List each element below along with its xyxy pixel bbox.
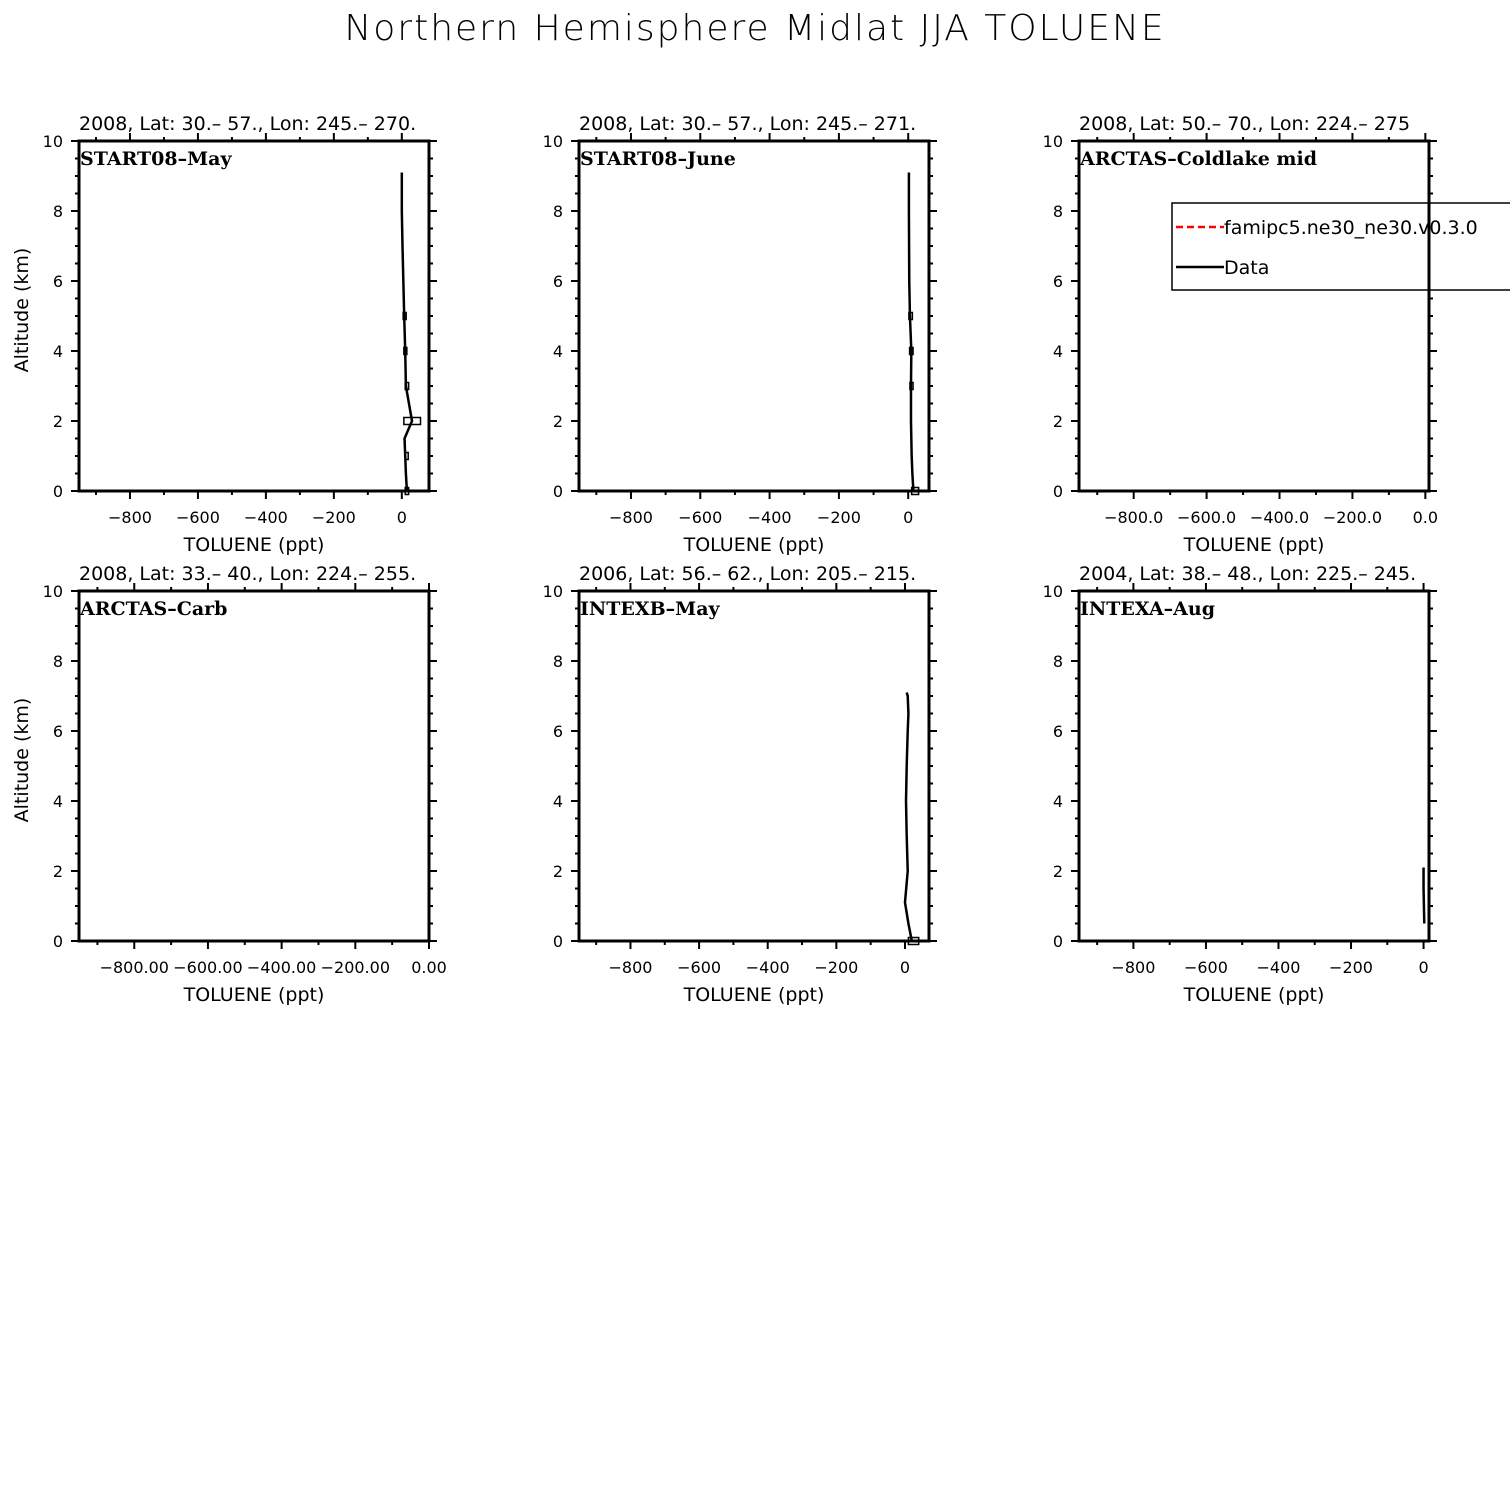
y-tick-label: 4 xyxy=(52,342,63,361)
x-tick-label: −600 xyxy=(175,508,220,527)
panel-6 xyxy=(1043,563,1437,1006)
x-tick-label: 0.0 xyxy=(1412,508,1439,527)
panel-subtitle: 2008, Lat: 30.– 57., Lon: 245.– 271. xyxy=(579,113,917,135)
y-tick-label: 2 xyxy=(1052,412,1063,431)
panel-subtitle: 2008, Lat: 50.– 70., Lon: 224.– 275 xyxy=(1079,113,1411,135)
y-tick-label: 8 xyxy=(52,652,63,671)
x-axis-label: TOLUENE (ppt) xyxy=(183,534,325,556)
x-tick-label: −400 xyxy=(1256,958,1301,977)
y-tick-label: 6 xyxy=(1052,272,1063,291)
panel-subtitle: 2004, Lat: 38.– 48., Lon: 225.– 245. xyxy=(1079,563,1417,585)
y-tick-label: 4 xyxy=(52,792,63,811)
x-tick-label: −600 xyxy=(1183,958,1228,977)
y-tick-label: 2 xyxy=(1052,862,1063,881)
series-line-data xyxy=(905,693,912,942)
panel-subtitle: 2008, Lat: 33.– 40., Lon: 224.– 255. xyxy=(79,563,417,585)
y-tick-label: 10 xyxy=(542,132,563,151)
y-tick-label: 6 xyxy=(1052,722,1063,741)
plot-frame xyxy=(1079,591,1429,941)
x-tick-label: −600 xyxy=(678,508,723,527)
x-tick-label: −200 xyxy=(814,958,859,977)
plot-frame xyxy=(79,591,429,941)
x-tick-label: −200.0 xyxy=(1322,508,1383,527)
y-tick-label: 4 xyxy=(552,342,563,361)
legend-label: Data xyxy=(1224,257,1270,279)
x-tick-label: −800 xyxy=(608,958,653,977)
x-axis-label: TOLUENE (ppt) xyxy=(1183,534,1325,556)
panel-3 xyxy=(1043,113,1438,556)
x-tick-label: −200 xyxy=(1329,958,1373,977)
y-tick-label: 0 xyxy=(52,932,63,951)
y-tick-label: 6 xyxy=(552,272,563,291)
panel-subtitle: 2008, Lat: 30.– 57., Lon: 245.– 270. xyxy=(79,113,417,135)
y-tick-label: 0 xyxy=(1052,932,1063,951)
x-tick-label: −800 xyxy=(609,508,653,527)
y-tick-label: 10 xyxy=(1042,582,1063,601)
x-tick-label: 0 xyxy=(1418,958,1429,977)
y-tick-label: 0 xyxy=(1052,482,1063,501)
y-tick-label: 0 xyxy=(552,482,563,501)
plot-frame xyxy=(579,141,929,491)
x-tick-label: −400 xyxy=(243,508,288,527)
y-tick-label: 6 xyxy=(52,722,63,741)
series-line-data xyxy=(1424,868,1425,924)
y-tick-label: 0 xyxy=(552,932,563,951)
y-axis-label: Altitude (km) xyxy=(11,697,33,823)
y-tick-label: 10 xyxy=(42,582,63,601)
y-tick-label: 6 xyxy=(552,722,563,741)
x-tick-label: −400 xyxy=(745,958,790,977)
x-tick-label: −400 xyxy=(747,508,792,527)
x-tick-label: −800 xyxy=(1111,958,1156,977)
plot-frame xyxy=(1079,141,1429,491)
x-tick-label: 0 xyxy=(903,508,914,527)
y-tick-label: 6 xyxy=(52,272,63,291)
x-tick-label: −200 xyxy=(311,508,356,527)
panel-1 xyxy=(11,113,437,556)
panel-4 xyxy=(11,563,447,1006)
campaign-label: ARCTAS–Carb xyxy=(80,598,228,620)
x-tick-label: −400.00 xyxy=(246,958,317,977)
y-tick-label: 4 xyxy=(1052,792,1063,811)
x-tick-label: −800.0 xyxy=(1104,508,1164,527)
x-tick-label: 0 xyxy=(899,958,911,977)
panel-2 xyxy=(543,113,937,556)
x-tick-label: −600.00 xyxy=(173,958,243,977)
y-tick-label: 8 xyxy=(1052,652,1063,671)
y-tick-label: 4 xyxy=(1052,342,1063,361)
y-tick-label: 10 xyxy=(1042,132,1063,151)
x-tick-label: −400.0 xyxy=(1249,508,1310,527)
y-tick-label: 10 xyxy=(42,132,63,151)
x-axis-label: TOLUENE (ppt) xyxy=(183,984,325,1006)
y-tick-label: 8 xyxy=(552,202,563,221)
x-tick-label: −600 xyxy=(677,958,722,977)
y-tick-label: 10 xyxy=(542,582,563,601)
panel-5 xyxy=(543,563,937,1006)
y-tick-label: 2 xyxy=(552,412,563,431)
campaign-label: INTEXB–May xyxy=(580,598,720,620)
y-tick-label: 8 xyxy=(52,202,63,221)
panel-subtitle: 2006, Lat: 56.– 62., Lon: 205.– 215. xyxy=(579,563,917,585)
y-tick-label: 2 xyxy=(52,862,63,881)
y-tick-label: 0 xyxy=(52,482,63,501)
x-tick-label: 0.00 xyxy=(411,958,447,977)
campaign-label: START08–June xyxy=(580,148,736,170)
x-axis-label: TOLUENE (ppt) xyxy=(683,534,825,556)
y-tick-label: 2 xyxy=(52,412,63,431)
page-title: Northern Hemisphere Midlat JJA TOLUENE xyxy=(344,8,1166,49)
y-tick-label: 8 xyxy=(552,652,563,671)
x-axis-label: TOLUENE (ppt) xyxy=(1183,984,1325,1006)
x-tick-label: −600.0 xyxy=(1176,508,1237,527)
y-axis-label: Altitude (km) xyxy=(11,247,33,373)
x-axis-label: TOLUENE (ppt) xyxy=(683,984,825,1006)
series-line-data xyxy=(402,173,412,492)
y-tick-label: 2 xyxy=(552,862,563,881)
y-tick-label: 8 xyxy=(1052,202,1063,221)
x-tick-label: −200 xyxy=(816,508,861,527)
legend xyxy=(1172,203,1510,290)
legend-label: famipc5.ne30_ne30.v0.3.0 xyxy=(1224,217,1478,239)
campaign-label: START08–May xyxy=(80,148,232,170)
x-tick-label: −800.00 xyxy=(99,958,169,977)
series-line-data xyxy=(909,173,914,492)
x-tick-label: 0 xyxy=(396,508,407,527)
campaign-label: ARCTAS–Coldlake mid xyxy=(1080,148,1318,170)
y-tick-label: 4 xyxy=(552,792,563,811)
campaign-label: INTEXA–Aug xyxy=(1080,598,1216,620)
plot-frame xyxy=(79,141,429,491)
plot-frame xyxy=(579,591,929,941)
x-tick-label: −200.00 xyxy=(320,958,391,977)
x-tick-label: −800 xyxy=(107,508,152,527)
